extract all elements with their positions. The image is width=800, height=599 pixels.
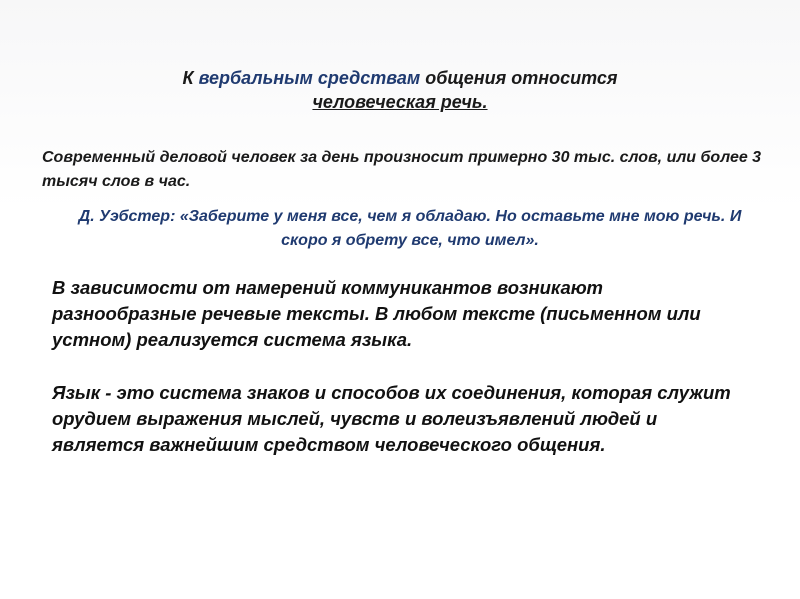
- fact-text: Современный деловой человек за день произносит примерно 30 тыс. слов, или более 3 тысяч слов в час.: [42, 149, 762, 190]
- title-underlined: человеческая речь.: [312, 92, 488, 112]
- title-accent: вербальным средствам: [198, 68, 421, 88]
- paragraph-communicants: В зависимости от намерений коммуникантов возникают разнообразные речевые тексты. В любом тексте (письменном или устном) реализуется система языка.: [52, 277, 701, 350]
- slide-title: [100, 66, 700, 114]
- quote-text: Д. Уэбстер: «Заберите у меня все, чем я обладаю. Но оставьте мне мою речь. И скоро я обрету все, что имел».: [78, 208, 742, 249]
- paragraph-language-definition: Язык - это система знаков и способов их соединения, которая служит орудием выражения мыслей, чувств и волеизъявлений людей и является важнейшим средством человеческого общения.: [52, 382, 731, 455]
- title-prefix: К: [182, 68, 199, 88]
- title-mid: общения относится: [420, 68, 618, 88]
